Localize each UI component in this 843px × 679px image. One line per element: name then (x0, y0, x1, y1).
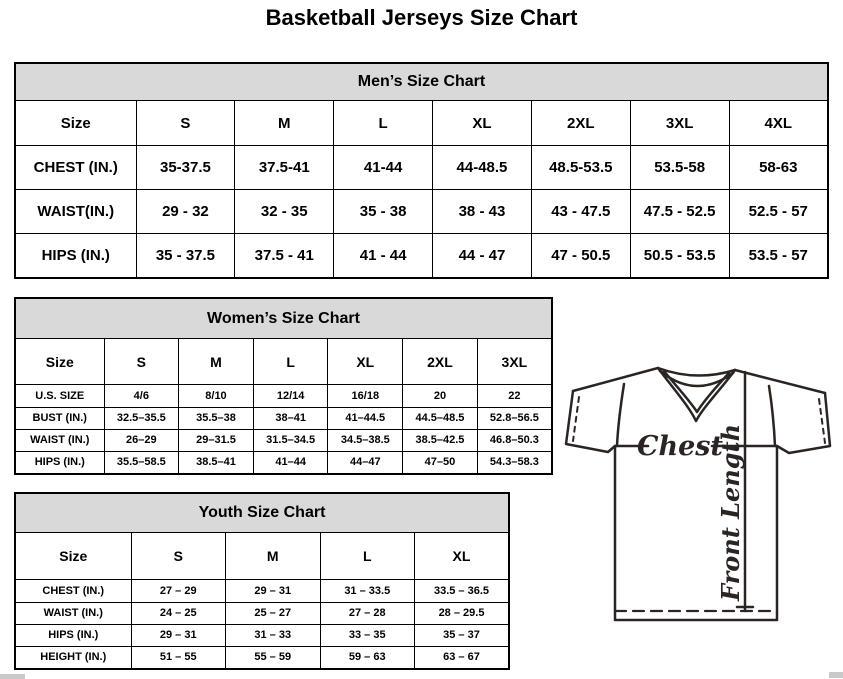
front-length-label: Front Length (716, 423, 745, 601)
womens-cell: 8/10 (179, 385, 254, 407)
womens-cell: 4/6 (104, 385, 179, 407)
youth-size-label: Size (15, 533, 131, 580)
jersey-outline (566, 368, 830, 620)
youth-cell: 33 – 35 (320, 624, 415, 646)
scrollbar-left-button[interactable] (0, 674, 25, 679)
youth-size-chart-table (14, 492, 510, 670)
mens-cell: 35 - 37.5 (136, 234, 235, 279)
youth-cell: 55 – 59 (226, 646, 321, 669)
womens-cell: 38.5–41 (179, 451, 254, 474)
womens-cell: 20 (403, 385, 478, 407)
mens-cell: 35 - 38 (334, 190, 433, 234)
womens-column-header: 2XL (403, 339, 478, 385)
womens-cell: 44.5–48.5 (403, 407, 478, 429)
youth-column-header: L (320, 533, 415, 580)
mens-row-label: CHEST (IN.) (15, 146, 136, 190)
youth-cell: 28 – 29.5 (415, 602, 510, 624)
womens-row-label: U.S. SIZE (15, 385, 104, 407)
mens-cell: 41 - 44 (334, 234, 433, 279)
womens-chart-title: Women’s Size Chart (15, 298, 552, 339)
womens-row-label: BUST (IN.) (15, 407, 104, 429)
womens-column-header: 3XL (477, 339, 552, 385)
mens-cell: 53.5 - 57 (729, 234, 828, 279)
womens-data-row (15, 451, 552, 474)
mens-chart-title: Men’s Size Chart (15, 63, 828, 101)
chest-label: Chest (637, 431, 723, 462)
womens-cell: 41–44 (253, 451, 328, 474)
mens-cell: 50.5 - 53.5 (630, 234, 729, 279)
mens-cell: 58-63 (729, 146, 828, 190)
womens-cell: 41–44.5 (328, 407, 403, 429)
mens-cell: 37.5 - 41 (235, 234, 334, 279)
womens-size-chart-table (14, 297, 553, 475)
mens-cell: 47.5 - 52.5 (630, 190, 729, 234)
youth-cell: 33.5 – 36.5 (415, 580, 510, 602)
mens-size-label: Size (15, 101, 136, 146)
mens-cell: 44 - 47 (433, 234, 532, 279)
womens-title-row (15, 298, 552, 339)
youth-row-label: CHEST (IN.) (15, 580, 131, 602)
mens-cell: 35-37.5 (136, 146, 235, 190)
youth-cell: 27 – 29 (131, 580, 226, 602)
youth-column-header: XL (415, 533, 510, 580)
youth-cell: 63 – 67 (415, 646, 510, 669)
womens-cell: 22 (477, 385, 552, 407)
womens-column-header: M (179, 339, 254, 385)
youth-row-label: WAIST (IN.) (15, 602, 131, 624)
right-cuff-dashed-line (819, 399, 825, 443)
mens-title-row (15, 63, 828, 101)
mens-data-row (15, 234, 828, 279)
mens-cell: 38 - 43 (433, 190, 532, 234)
womens-cell: 35.5–38 (179, 407, 254, 429)
mens-cell: 52.5 - 57 (729, 190, 828, 234)
youth-cell: 59 – 63 (320, 646, 415, 669)
mens-cell: 48.5-53.5 (531, 146, 630, 190)
womens-column-header: L (253, 339, 328, 385)
jersey-measurement-diagram (560, 358, 838, 628)
womens-data-row (15, 385, 552, 407)
youth-data-row (15, 646, 509, 669)
womens-cell: 46.8–50.3 (477, 429, 552, 451)
page-title: Basketball Jerseys Size Chart (265, 5, 578, 30)
youth-cell: 29 – 31 (226, 580, 321, 602)
mens-data-row (15, 190, 828, 234)
womens-cell: 34.5–38.5 (328, 429, 403, 451)
womens-data-row (15, 429, 552, 451)
mens-column-header: S (136, 101, 235, 146)
youth-row-label: HIPS (IN.) (15, 624, 131, 646)
womens-cell: 26–29 (104, 429, 179, 451)
mens-cell: 41-44 (334, 146, 433, 190)
womens-cell: 32.5–35.5 (104, 407, 179, 429)
mens-row-label: WAIST(IN.) (15, 190, 136, 234)
mens-column-header: M (235, 101, 334, 146)
womens-cell: 31.5–34.5 (253, 429, 328, 451)
youth-cell: 31 – 33.5 (320, 580, 415, 602)
mens-cell: 32 - 35 (235, 190, 334, 234)
mens-cell: 53.5-58 (630, 146, 729, 190)
youth-cell: 29 – 31 (131, 624, 226, 646)
womens-row-label: HIPS (IN.) (15, 451, 104, 474)
mens-column-header: 3XL (630, 101, 729, 146)
mens-grid (14, 62, 829, 279)
youth-chart-title: Youth Size Chart (15, 493, 509, 533)
mens-row-label: HIPS (IN.) (15, 234, 136, 279)
scrollbar-right-button[interactable] (829, 672, 843, 678)
youth-data-row (15, 624, 509, 646)
mens-column-header: 2XL (531, 101, 630, 146)
mens-cell: 44-48.5 (433, 146, 532, 190)
mens-data-row (15, 146, 828, 190)
youth-cell: 25 – 27 (226, 602, 321, 624)
mens-header-row (15, 101, 828, 146)
womens-cell: 44–47 (328, 451, 403, 474)
womens-header-row (15, 339, 552, 385)
mens-cell: 29 - 32 (136, 190, 235, 234)
mens-cell: 37.5-41 (235, 146, 334, 190)
youth-column-header: M (226, 533, 321, 580)
womens-cell: 29–31.5 (179, 429, 254, 451)
womens-size-label: Size (15, 339, 104, 385)
youth-data-row (15, 602, 509, 624)
womens-cell: 35.5–58.5 (104, 451, 179, 474)
mens-size-chart-table (14, 62, 829, 277)
youth-cell: 31 – 33 (226, 624, 321, 646)
womens-grid (14, 297, 553, 475)
womens-data-row (15, 407, 552, 429)
womens-cell: 38.5–42.5 (403, 429, 478, 451)
womens-column-header: S (104, 339, 179, 385)
youth-column-header: S (131, 533, 226, 580)
youth-row-label: HEIGHT (IN.) (15, 646, 131, 669)
mens-column-header: 4XL (729, 101, 828, 146)
womens-cell: 16/18 (328, 385, 403, 407)
womens-row-label: WAIST (IN.) (15, 429, 104, 451)
youth-grid (14, 492, 510, 670)
womens-cell: 38–41 (253, 407, 328, 429)
youth-data-row (15, 580, 509, 602)
mens-cell: 43 - 47.5 (531, 190, 630, 234)
mens-cell: 47 - 50.5 (531, 234, 630, 279)
youth-header-row (15, 533, 509, 580)
youth-cell: 51 – 55 (131, 646, 226, 669)
womens-cell: 47–50 (403, 451, 478, 474)
womens-cell: 52.8–56.5 (477, 407, 552, 429)
youth-cell: 24 – 25 (131, 602, 226, 624)
womens-cell: 12/14 (253, 385, 328, 407)
mens-column-header: L (334, 101, 433, 146)
youth-cell: 27 – 28 (320, 602, 415, 624)
womens-column-header: XL (328, 339, 403, 385)
youth-title-row (15, 493, 509, 533)
womens-cell: 54.3–58.3 (477, 451, 552, 474)
mens-column-header: XL (433, 101, 532, 146)
left-cuff-dashed-line (573, 397, 579, 441)
youth-cell: 35 – 37 (415, 624, 510, 646)
